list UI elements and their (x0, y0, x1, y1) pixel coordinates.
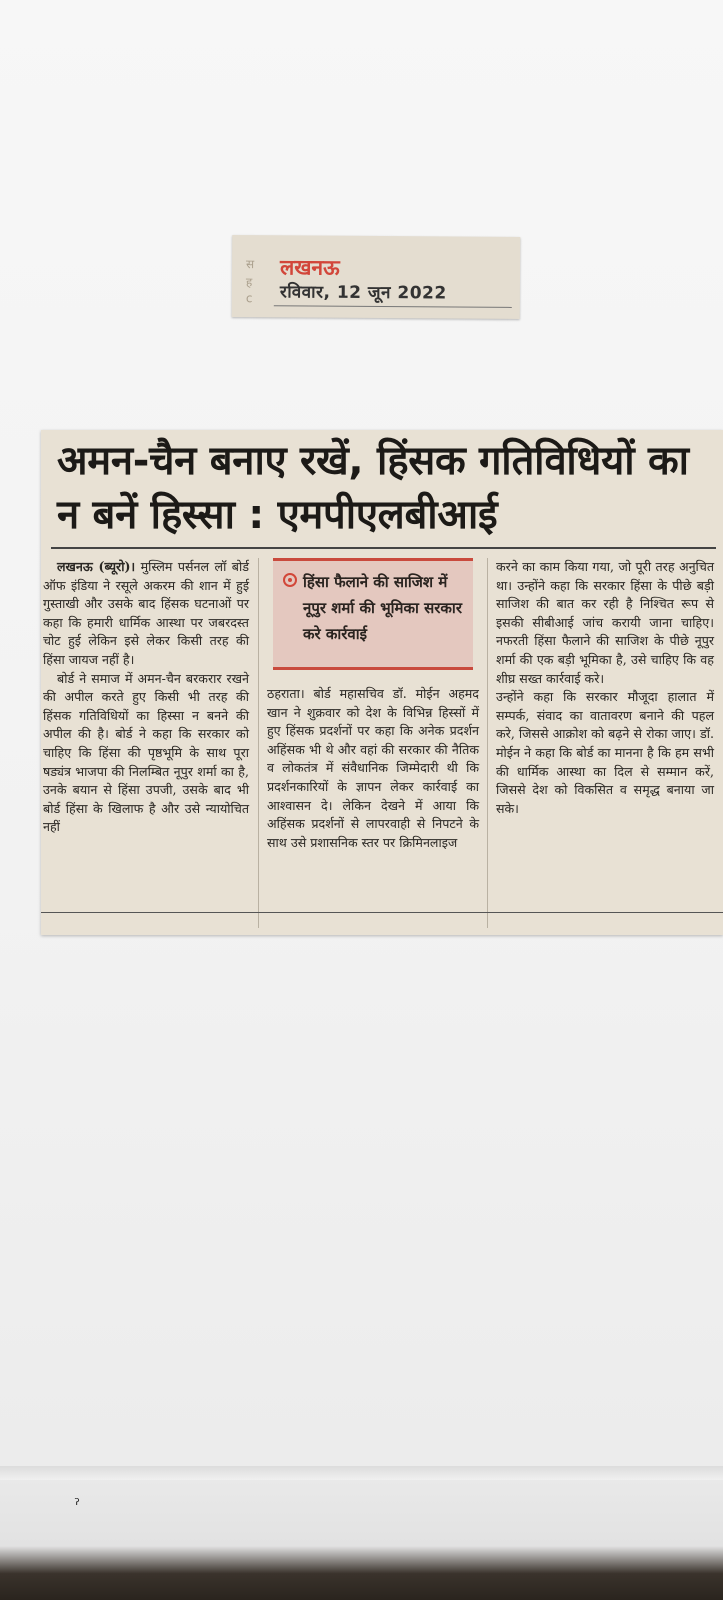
article-column-2 (267, 685, 479, 852)
target-bullet-icon (283, 573, 297, 587)
article-column-3 (496, 558, 714, 818)
article-column-1 (43, 558, 249, 837)
dateline-rule (274, 305, 512, 308)
dateline-date: रविवार, 12 जून 2022 (279, 282, 447, 304)
article-paragraph: बोर्ड ने समाज में अमन-चैन बरकरार रखने की अपील करते हुए किसी भी तरह की हिंसक गतिविधियों का हिस्सा न बनने की अपील की है। बोर्ड ने कहा कि सरकार को चाहिए कि हिंसा की पृष्ठभूमि के साथ पूरा षड्यंत्र भाजपा की निलम्बित नूपुर शर्मा का है, उनके बयान से हिंसा उपजी, उसके बाद भी बोर्ड हिंसा के खिलाफ है और उसे न्यायोचित नहीं (43, 670, 249, 835)
dateline-fragment: स (246, 257, 255, 272)
byline: लखनऊ (ब्यूरो)। (57, 559, 136, 574)
article-paragraph: ठहराता। बोर्ड महासचिव डॉ. मोईन अहमद खान ने शुक्रवार को देश के विभिन्न हिस्सों में हुए हिंसक प्रदर्शनों पर कहा कि अनेक प्रदर्शन अहिंसक भी थे और वहां की सरकार की नैतिक व लोकतंत्र में संवैधानिक जिम्मेदारी थी कि प्रदर्शनकारियों के ज्ञापन लेकर कार्रवाई का आश्वासन दे। लेकिन देखने में आया कि अहिंसक प्रदर्शनों से लापरवाही से निपटने के साथ उसे प्रशासनिक स्तर पर क्रिमिनलाइज (267, 686, 479, 850)
dateline-clipping (232, 235, 521, 319)
bottom-rule (41, 912, 723, 913)
dateline-fragment: c (245, 291, 253, 306)
article-paragraph (43, 558, 249, 670)
callout-box (273, 558, 473, 670)
sheet-edge (0, 1466, 723, 1480)
callout-text: हिंसा फैलाने की साजिश में नूपुर शर्मा की भूमिका सरकार करे कार्रवाई (303, 573, 462, 643)
headline-rule (51, 547, 716, 549)
floor-mark: ˀ (74, 1495, 80, 1514)
dateline-fragment: ह (245, 275, 253, 290)
column-divider (487, 558, 488, 928)
dateline-city: लखनऊ (279, 255, 340, 280)
paragraph-text: मुस्लिम पर्सनल लॉ बोर्ड ऑफ इंडिया ने रसूले अकरम की शान में हुई गुस्ताखी और उसके बाद हिंसक घटनाओं पर कहा कि हमारी धार्मिक आस्था पर जबरदस्त चोट हुई लेकिन इसे लेकर किसी तरह की हिंसा जायज नहीं है। (43, 559, 249, 667)
news-clipping (41, 430, 723, 935)
floor-background (0, 1480, 723, 1600)
article-paragraph: करने का काम किया गया, जो पूरी तरह अनुचित था। उन्होंने कहा कि सरकार हिंसा के पीछे बड़ी साजिश की बात कर रही है निश्चित रूप से इसकी सीबीआई जांच करायी जाना चाहिए। नफरती हिंसा फैलाने की साजिश के पीछे नूपुर शर्मा की एक बड़ी भूमिका है, उसे चाहिए कि वह शीघ्र सख्त कार्रवाई करे। (496, 559, 714, 686)
article-paragraph: उन्होंने कहा कि सरकार मौजूदा हालात में सम्पर्क, संवाद का वातावरण बनाने की पहल करे, जिससे आक्रोश को बढ़ने से रोका जाए। डॉ. मोईन ने कहा कि बोर्ड का मानना है कि हम सभी की धार्मिक आस्था का दिल से सम्मान करें, जिससे देश को विकसित व समृद्ध बनाया जा सके। (496, 689, 714, 816)
headline: अमन-चैन बनाए रखें, हिंसक गतिविधियों का न बनें हिस्सा : एमपीएलबीआई (57, 438, 689, 538)
column-divider (258, 558, 259, 928)
